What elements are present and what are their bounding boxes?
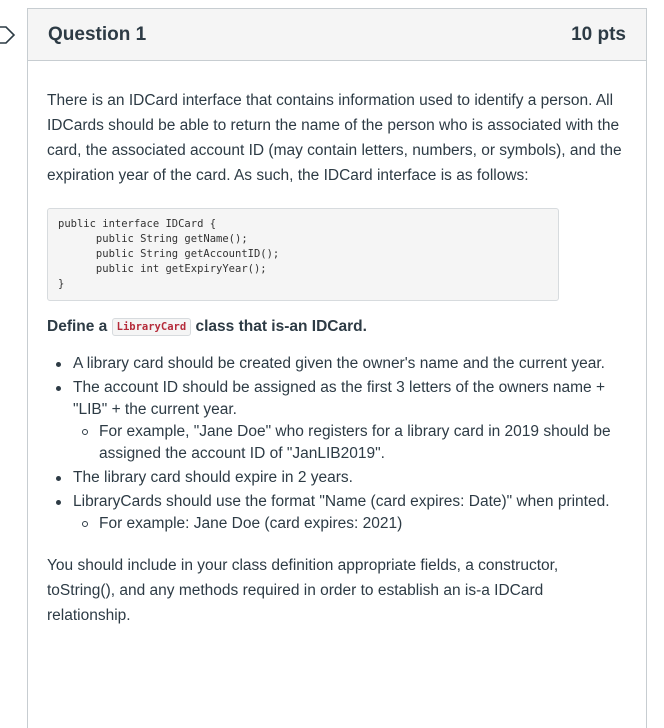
closing-paragraph: You should include in your class definition appropriate fields, a constructor, toString(), and any methods required in order to establish an is-a IDCard relationship. bbox=[47, 557, 559, 624]
sub-list-item-text: For example: Jane Doe (card expires: 2021) bbox=[99, 515, 403, 532]
list-item bbox=[73, 467, 628, 489]
question-arrow-icon bbox=[0, 26, 16, 44]
list-item bbox=[73, 353, 628, 375]
code-line: public int getExpiryYear(); bbox=[58, 263, 267, 275]
intro-paragraph: There is an IDCard interface that contains information used to identify a person. All IDCards should be able to return the name of the person who is associated with the card, the associated account ID (may contain letters, numbers, or symbols), and the expiration year of the card. As such, the IDCard interface is as follows: bbox=[47, 92, 622, 184]
question-header bbox=[28, 9, 646, 61]
sub-list bbox=[73, 513, 628, 535]
list-item-text: LibraryCards should use the format "Name (card expires: Date)" when printed. bbox=[73, 493, 610, 510]
question-title: Question 1 bbox=[48, 23, 147, 45]
list-item-text: The library card should expire in 2 years. bbox=[73, 469, 353, 486]
sub-list-item bbox=[99, 513, 628, 535]
sub-list-item-text: For example, "Jane Doe" who registers for a library card in 2019 should be assigned the account ID of "JanLIB2019". bbox=[99, 423, 611, 462]
list-item-text: The account ID should be assigned as the first 3 letters of the owners name + "LIB" + the current year. bbox=[73, 379, 606, 418]
interface-code-block bbox=[47, 208, 559, 301]
question-points: 10 pts bbox=[571, 23, 626, 45]
define-suffix: class that is-an IDCard. bbox=[195, 318, 367, 335]
code-line: public String getName(); bbox=[58, 233, 248, 245]
question-card bbox=[27, 8, 647, 728]
define-instruction bbox=[47, 315, 628, 339]
sub-list bbox=[73, 421, 628, 465]
list-item bbox=[73, 377, 628, 465]
list-item bbox=[73, 491, 628, 535]
question-body bbox=[28, 61, 646, 628]
code-line: } bbox=[58, 278, 65, 290]
librarycard-code: LibraryCard bbox=[112, 318, 192, 336]
code-line: public interface IDCard { bbox=[58, 218, 217, 230]
define-prefix: Define a bbox=[47, 318, 108, 335]
code-line: public String getAccountID(); bbox=[58, 248, 280, 260]
sub-list-item bbox=[99, 421, 628, 465]
list-item-text: A library card should be created given the owner's name and the current year. bbox=[73, 355, 605, 372]
requirements-list bbox=[47, 353, 628, 535]
